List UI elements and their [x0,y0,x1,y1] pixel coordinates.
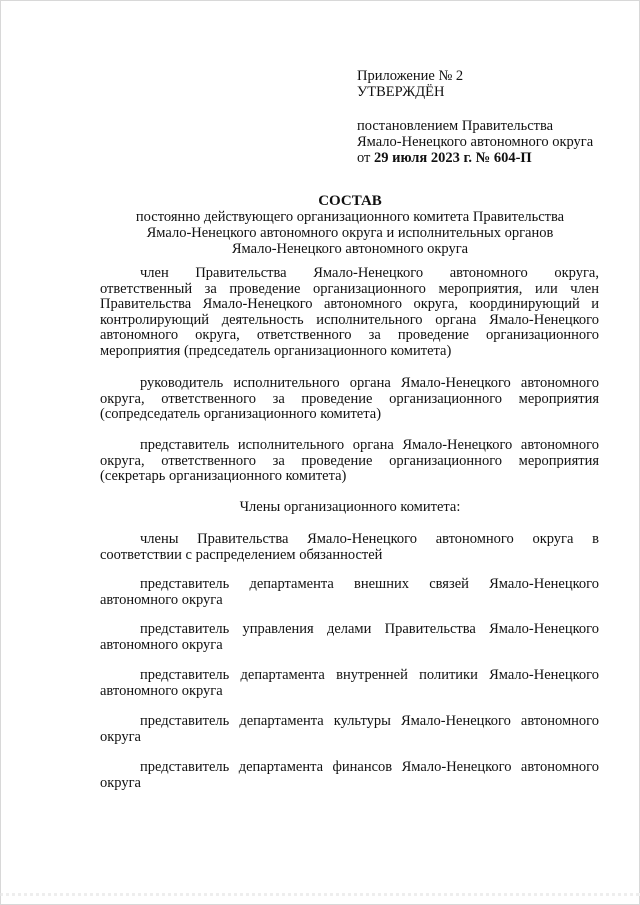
member-item: представитель департамента внешних связей Ямало-Ненецкого автономного округа [100,576,599,608]
approved-by-label: постановлением Правительства [357,118,554,134]
subtitle-line: Ямало-Ненецкого автономного округа [231,241,469,257]
member-item: представитель департамента культуры Ямало-Ненецкого автономного округа [100,713,599,745]
date-number: 29 июля 2023 г. № 604-П [374,150,532,166]
members-heading: Члены организационного комитета: [239,499,461,515]
document-title: СОСТАВ [318,193,382,209]
scan-edge-artifact [0,893,640,896]
member-item: члены Правительства Ямало-Ненецкого автономного округа в соответствии с распределением обязанностей [100,531,599,563]
member-item: представитель управления делами Правительства Ямало-Ненецкого автономного округа [100,621,599,653]
member-item: представитель департамента финансов Ямало-Ненецкого автономного округа [100,759,599,791]
date-prefix: от [357,150,375,166]
approved-label: УТВЕРЖДЁН [357,84,445,100]
approved-region-label: Ямало-Ненецкого автономного округа [357,134,594,150]
approval-block [357,68,593,166]
chairman-paragraph: член Правительства Ямало-Ненецкого автономного округа, ответственный за проведение организационного мероприятия, или член Правительства Ямало-Ненецкого автономного округа, координирующий и контролирующий деятельность исполнительного органа Ямало-Ненецкого автономного округа, ответственного за проведение организационного мероприятия (председатель организационного комитета) [100,265,599,359]
co-chairman-paragraph: руководитель исполнительного органа Ямало-Ненецкого автономного округа, ответственного за проведение организационного мероприятия (сопредседатель организационного комитета) [100,375,599,422]
approval-date-line [357,150,593,166]
subtitle-line: постоянно действующего организационного комитета Правительства [135,209,565,225]
subtitle-line: Ямало-Ненецкого автономного округа и исполнительных органов [146,225,554,241]
member-item: представитель департамента внутренней политики Ямало-Ненецкого автономного округа [100,667,599,699]
appendix-label: Приложение № 2 [357,68,464,84]
secretary-paragraph: представитель исполнительного органа Ямало-Ненецкого автономного округа, ответственного за проведение организационного мероприятия (секретарь организационного комитета) [100,437,599,484]
document-subtitle [100,209,600,257]
